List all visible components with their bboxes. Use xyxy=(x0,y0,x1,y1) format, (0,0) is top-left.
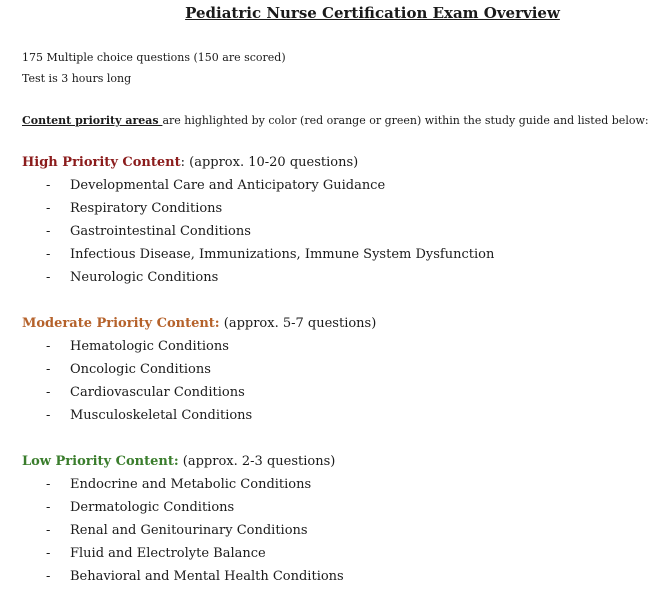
page-title: Pediatric Nurse Certification Exam Overview xyxy=(185,4,560,22)
bullet-dash: - xyxy=(46,224,51,239)
list-item: - Oncologic Conditions xyxy=(46,362,211,377)
list-item: - Developmental Care and Anticipatory Guidance xyxy=(46,178,386,193)
bullet-dash: - xyxy=(46,247,51,262)
bullet-dash: - xyxy=(46,178,51,193)
moderate-priority-list xyxy=(46,339,252,431)
list-item: - Respiratory Conditions xyxy=(46,201,223,216)
bullet-dash: - xyxy=(46,201,51,216)
bullet-dash: - xyxy=(46,569,51,584)
list-item: - Musculoskeletal Conditions xyxy=(46,408,253,423)
moderate-priority-heading xyxy=(22,316,376,332)
list-item: - Gastrointestinal Conditions xyxy=(46,224,251,239)
list-item: - Dermatologic Conditions xyxy=(46,500,235,515)
bullet-dash: - xyxy=(46,408,51,423)
list-item: - Fluid and Electrolyte Balance xyxy=(46,546,266,561)
bullet-dash: - xyxy=(46,546,51,561)
high-priority-list xyxy=(46,178,494,293)
list-item: - Cardiovascular Conditions xyxy=(46,385,245,400)
list-item: - Neurologic Conditions xyxy=(46,270,219,285)
bullet-dash: - xyxy=(46,270,51,285)
high-priority-label: High Priority Content xyxy=(22,155,181,170)
list-item: - Renal and Genitourinary Conditions xyxy=(46,523,308,538)
intro-text: are highlighted by color (red orange or green) within the study guide and listed below: xyxy=(162,114,649,127)
list-item: - Behavioral and Mental Health Conditions xyxy=(46,569,344,584)
bullet-dash: - xyxy=(46,362,51,377)
low-priority-range: (approx. 2-3 questions) xyxy=(178,454,336,469)
bullet-dash: - xyxy=(46,500,51,515)
list-item: - Endocrine and Metabolic Conditions xyxy=(46,477,312,492)
bullet-dash: - xyxy=(46,523,51,538)
low-priority-list xyxy=(46,477,344,592)
intro-paragraph xyxy=(22,114,649,128)
high-priority-range: : (approx. 10-20 questions) xyxy=(180,155,359,170)
bullet-dash: - xyxy=(46,339,51,354)
high-priority-heading xyxy=(22,155,358,171)
list-item: - Infectious Disease, Immunizations, Immune System Dysfunction xyxy=(46,247,495,262)
low-priority-label: Low Priority Content: xyxy=(22,454,179,469)
moderate-priority-range: (approx. 5-7 questions) xyxy=(219,316,377,331)
intro-emphasis: Content priority areas xyxy=(22,114,163,127)
list-item: - Hematologic Conditions xyxy=(46,339,229,354)
test-duration-text: Test is 3 hours long xyxy=(22,72,132,85)
bullet-dash: - xyxy=(46,477,51,492)
question-count-text: 175 Multiple choice questions (150 are scored) xyxy=(22,51,286,64)
low-priority-heading xyxy=(22,454,335,470)
moderate-priority-label: Moderate Priority Content: xyxy=(22,316,220,331)
bullet-dash: - xyxy=(46,385,51,400)
